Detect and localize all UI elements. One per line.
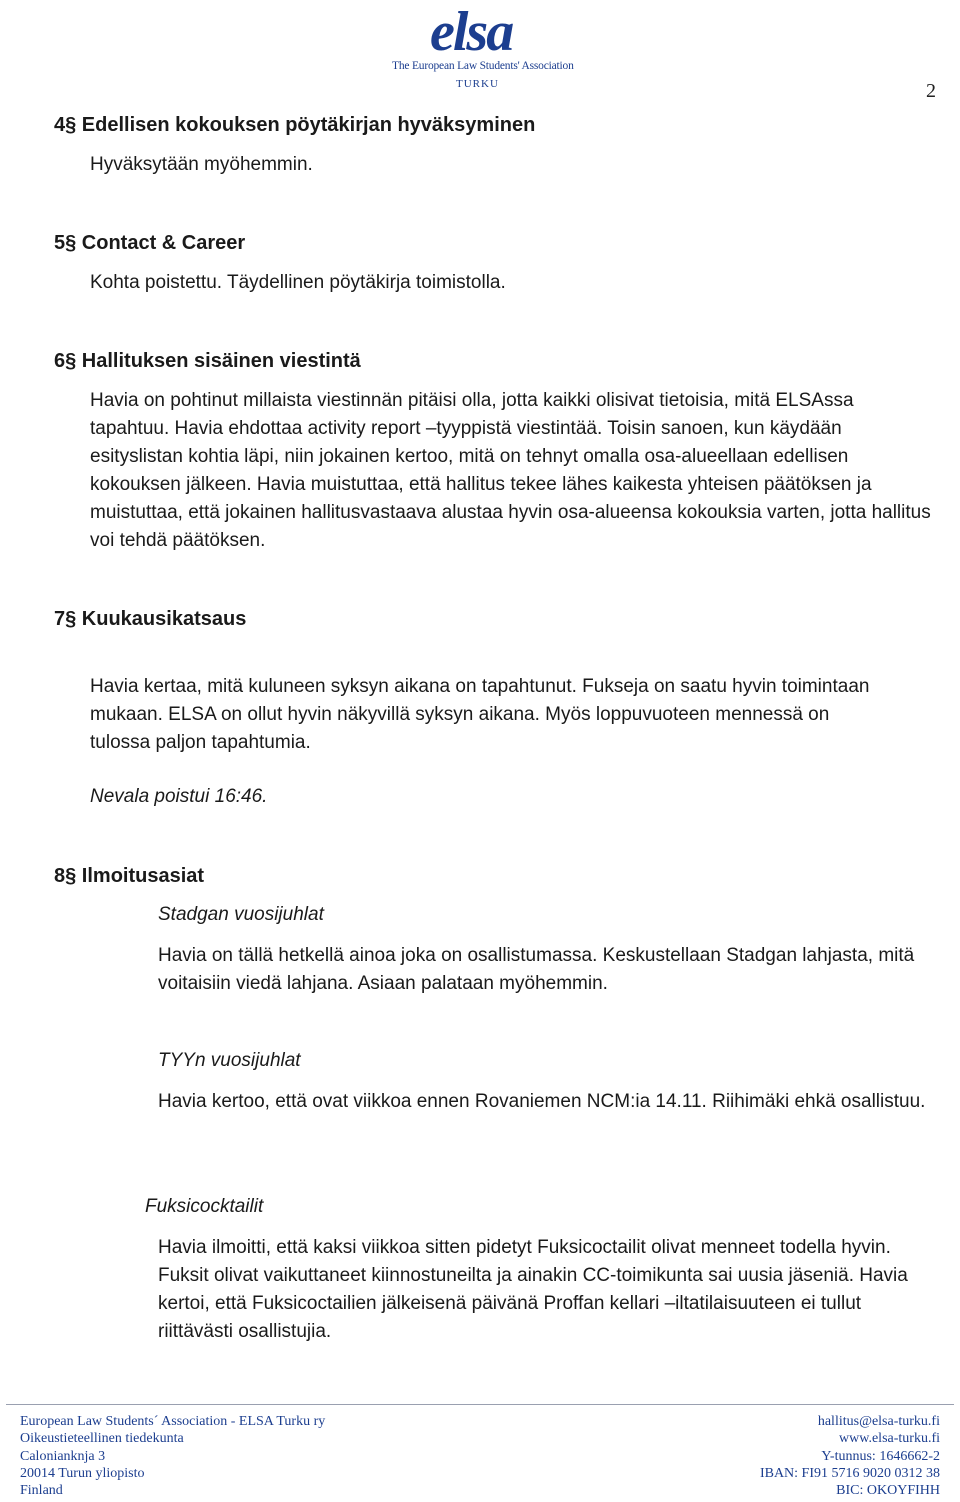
footer-bic: BIC: OKOYFIHH xyxy=(836,1483,940,1499)
logo-wordmark: elsa xyxy=(430,1,513,63)
section-8-heading: 8§ Ilmoitusasiat xyxy=(54,865,205,887)
section-7-text: Havia kertaa, mitä kuluneen syksyn aikana on tapahtunut. Fukseja on saatu hyvin toimintaan mukaan. ELSA on ollut hyvin näkyvillä syksyn aikana. Myös loppuvuoteen mennessä on tulossa paljon tapahtumia. xyxy=(90,676,870,753)
footer-org-name: European Law Students´ Association - ELSA Turku ry xyxy=(20,1414,326,1429)
footer-contact xyxy=(700,1413,940,1499)
section-4-text: Hyväksytään myöhemmin. xyxy=(90,154,313,175)
footer-faculty: Oikeustieteellinen tiedekunta xyxy=(20,1431,184,1447)
footer-business-id: Y-tunnus: 1646662-2 xyxy=(821,1448,940,1464)
footer-email[interactable]: hallitus@elsa-turku.fi xyxy=(817,1414,940,1429)
fuksicocktail-text: Havia ilmoitti, että kaksi viikkoa sitten pidetyt Fuksicoctailit olivat menneet todella hyvin. Fuksit olivat vaikuttaneet kiinnostuneilta ja ainakin CC-toimikunta sai uusia jäseniä. Havia kertoi, että Fuksicoctailien jälkeisenä päivänä Proffan kellari –iltatilaisuuteen ei tullut riittävästi osallistujia. xyxy=(158,1237,908,1342)
page-number: 2 xyxy=(926,80,936,102)
fuksicocktail-subheading: Fuksicocktailit xyxy=(145,1196,264,1217)
footer-website[interactable]: www.elsa-turku.fi xyxy=(839,1431,940,1447)
section-7-heading: 7§ Kuukausikatsaus xyxy=(54,608,247,630)
section-6-text-b: Toisin sanoen, kun käydään esityslistan kohtia läpi, niin jokainen kertoo, mitä on tehnyt omalla osa-alueellaan edellisen kokouksen jälkeen. Havia muistuttaa, että hallitus tekee lähes kaikesta yhteisen päätöksen ja muistuttaa, että jokainen hallitusvastaava alustaa hyvin osa-alueensa kokouksia varten, jotta hallitus voi tehdä päätöksen. xyxy=(90,418,931,551)
footer-postal: 20014 Turun yliopisto xyxy=(20,1465,145,1481)
logo-tagline: The European Law Students' Association xyxy=(392,60,574,72)
footer-iban: IBAN: FI91 5716 9020 0312 38 xyxy=(759,1465,940,1481)
section-5-heading: 5§ Contact & Career xyxy=(54,232,246,254)
stadga-text: Havia on tällä hetkellä ainoa joka on osallistumassa. Keskustellaan Stadgan lahjasta, mitä voitaisiin viedä lahjana. Asiaan palataan myöhemmin. xyxy=(158,945,915,994)
footer-address xyxy=(20,1413,325,1499)
section-7-note: Nevala poistui 16:46. xyxy=(90,786,268,807)
section-4-heading: 4§ Edellisen kokouksen pöytäkirjan hyväksyminen xyxy=(54,114,536,136)
section-6-text-a: Havia on pohtinut millaista viestinnän pitäisi olla, jotta kaikki olisivat tietoisia, mitä ELSAssa tapahtuu. Havia ehdottaa activity report –tyyppistä viestintää. xyxy=(90,390,854,439)
stadga-subheading: Stadgan vuosijuhlat xyxy=(158,904,324,925)
section-6-heading: 6§ Hallituksen sisäinen viestintä xyxy=(54,350,361,372)
section-6-text xyxy=(90,387,938,555)
footer-country: Finland xyxy=(20,1483,63,1499)
tyy-text: Havia kertoo, että ovat viikkoa ennen Rovaniemen NCM:ia 14.11. Riihimäki ehkä osallistuu. xyxy=(158,1091,926,1112)
elsa-logo xyxy=(390,1,574,94)
logo-city: TURKU xyxy=(456,78,499,90)
section-5-text: Kohta poistettu. Täydellinen pöytäkirja toimistolla. xyxy=(90,272,506,293)
footer-divider xyxy=(6,1404,954,1405)
tyy-subheading: TYYn vuosijuhlat xyxy=(158,1050,301,1071)
footer-street: Calonianknja 3 xyxy=(20,1448,106,1464)
